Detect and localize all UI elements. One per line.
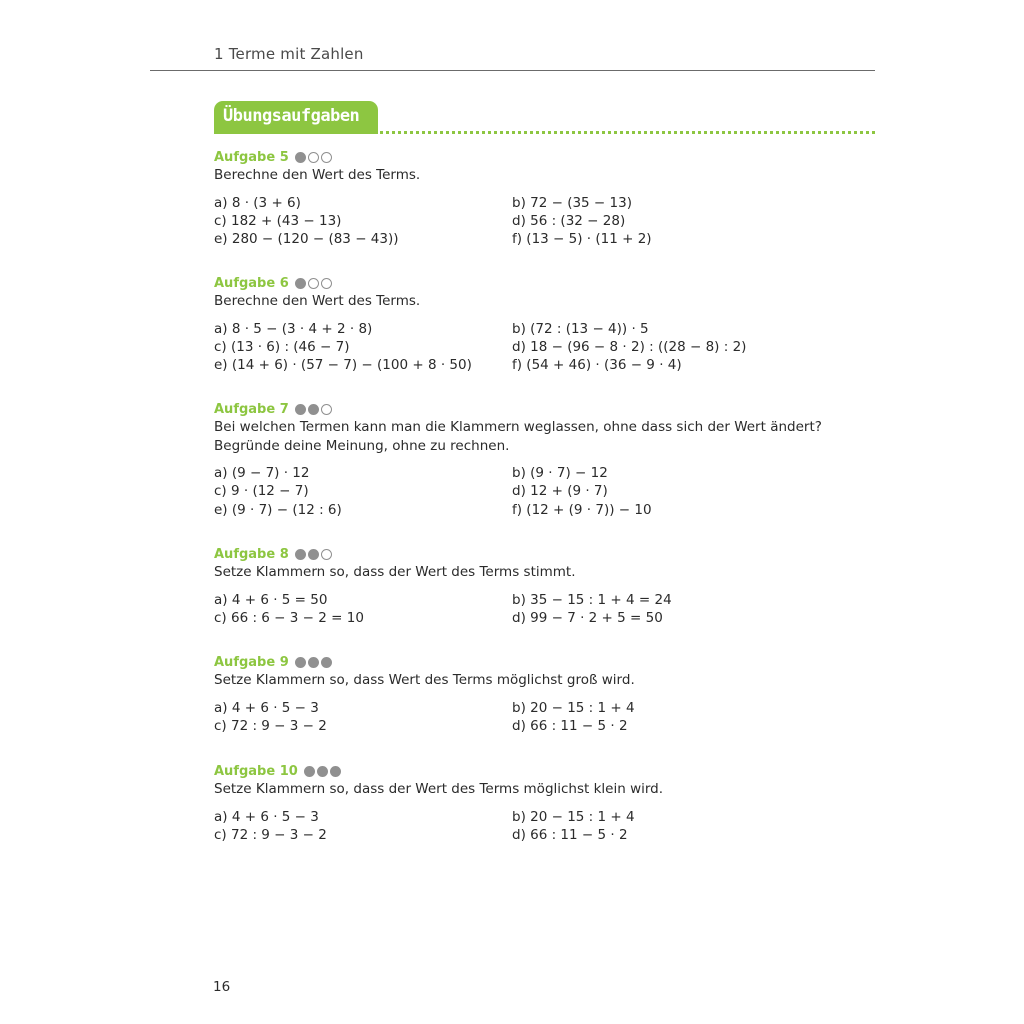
difficulty-dot-filled-icon bbox=[304, 766, 315, 777]
page-number: 16 bbox=[213, 979, 231, 995]
task-item: e) (9 · 7) − (12 : 6) bbox=[214, 501, 342, 518]
instruction-line: Setze Klammern so, dass Wert des Terms möglichst groß wird. bbox=[214, 672, 635, 688]
task-title: Aufgabe 10 bbox=[214, 763, 298, 779]
difficulty-rating bbox=[295, 657, 332, 668]
task-item: c) (13 · 6) : (46 − 7) bbox=[214, 338, 350, 355]
task-item: d) 99 − 7 · 2 + 5 = 50 bbox=[512, 609, 663, 626]
task-9 bbox=[214, 653, 874, 735]
task-item: d) 18 − (96 − 8 · 2) : ((28 − 8) : 2) bbox=[512, 338, 747, 355]
difficulty-dot-filled-icon bbox=[295, 278, 306, 289]
difficulty-rating bbox=[295, 404, 332, 415]
task-item: f) (54 + 46) · (36 − 9 · 4) bbox=[512, 357, 682, 374]
task-items bbox=[214, 699, 874, 736]
instruction-line: Bei welchen Termen kann man die Klammern weglassen, ohne dass sich der Wert ändert? bbox=[214, 419, 822, 435]
task-items bbox=[214, 320, 874, 375]
instruction-line: Begründe deine Meinung, ohne zu rechnen. bbox=[214, 437, 510, 454]
task-7 bbox=[214, 400, 874, 519]
instruction-line: Berechne den Wert des Terms. bbox=[214, 167, 421, 183]
task-item: e) 280 − (120 − (83 − 43)) bbox=[214, 231, 399, 248]
task-instruction bbox=[214, 780, 874, 799]
difficulty-dot-empty-icon bbox=[321, 404, 332, 415]
task-instruction bbox=[214, 563, 874, 582]
task-item: d) 66 : 11 − 5 · 2 bbox=[512, 826, 628, 843]
task-item: f) (13 − 5) · (11 + 2) bbox=[512, 231, 652, 248]
task-title: Aufgabe 7 bbox=[214, 401, 289, 417]
task-item: b) 20 − 15 : 1 + 4 bbox=[512, 699, 635, 716]
chapter-title: 1 Terme mit Zahlen bbox=[214, 45, 364, 63]
task-item: c) 72 : 9 − 3 − 2 bbox=[214, 826, 327, 843]
task-item: a) 8 · 5 − (3 · 4 + 2 · 8) bbox=[214, 320, 373, 337]
task-instruction bbox=[214, 166, 874, 185]
task-item: f) (12 + (9 · 7)) − 10 bbox=[512, 501, 652, 518]
task-10 bbox=[214, 762, 874, 844]
task-5 bbox=[214, 148, 874, 248]
instruction-line: Setze Klammern so, dass der Wert des Terms möglichst klein wird. bbox=[214, 781, 664, 797]
task-items bbox=[214, 808, 874, 845]
header-rule bbox=[150, 70, 875, 71]
task-title: Aufgabe 9 bbox=[214, 654, 289, 670]
difficulty-dot-filled-icon bbox=[295, 404, 306, 415]
difficulty-rating bbox=[295, 549, 332, 560]
difficulty-dot-filled-icon bbox=[295, 657, 306, 668]
difficulty-rating bbox=[295, 152, 332, 163]
task-item: a) 4 + 6 · 5 − 3 bbox=[214, 699, 319, 716]
task-item: d) 12 + (9 · 7) bbox=[512, 483, 608, 500]
difficulty-dot-filled-icon bbox=[330, 766, 341, 777]
task-item: c) 72 : 9 − 3 − 2 bbox=[214, 717, 327, 734]
task-items bbox=[214, 591, 874, 628]
task-item: b) (72 : (13 − 4)) · 5 bbox=[512, 320, 649, 337]
difficulty-dot-empty-icon bbox=[321, 278, 332, 289]
task-title: Aufgabe 8 bbox=[214, 546, 289, 562]
difficulty-dot-filled-icon bbox=[308, 549, 319, 560]
instruction-line: Berechne den Wert des Terms. bbox=[214, 293, 421, 309]
section-title: Übungsaufgaben bbox=[214, 101, 378, 134]
instruction-line: Setze Klammern so, dass der Wert des Terms stimmt. bbox=[214, 564, 576, 580]
task-instruction bbox=[214, 418, 874, 455]
task-item: c) 9 · (12 − 7) bbox=[214, 483, 309, 500]
task-item: c) 182 + (43 − 13) bbox=[214, 212, 342, 229]
task-6 bbox=[214, 274, 874, 374]
task-instruction bbox=[214, 671, 874, 690]
task-8 bbox=[214, 545, 874, 627]
difficulty-dot-empty-icon bbox=[308, 152, 319, 163]
task-item: d) 66 : 11 − 5 · 2 bbox=[512, 717, 628, 734]
task-item: e) (14 + 6) · (57 − 7) − (100 + 8 · 50) bbox=[214, 357, 472, 374]
task-item: a) 4 + 6 · 5 = 50 bbox=[214, 591, 328, 608]
task-item: d) 56 : (32 − 28) bbox=[512, 212, 626, 229]
difficulty-dot-filled-icon bbox=[308, 657, 319, 668]
section-dotted-rule bbox=[380, 131, 875, 134]
task-item: b) 72 − (35 − 13) bbox=[512, 194, 632, 211]
difficulty-dot-empty-icon bbox=[321, 152, 332, 163]
task-instruction bbox=[214, 292, 874, 311]
task-item: a) (9 − 7) · 12 bbox=[214, 465, 310, 481]
task-item: b) 35 − 15 : 1 + 4 = 24 bbox=[512, 591, 672, 608]
task-title: Aufgabe 5 bbox=[214, 149, 289, 165]
task-items bbox=[214, 464, 874, 519]
difficulty-rating bbox=[295, 278, 332, 289]
difficulty-dot-filled-icon bbox=[321, 657, 332, 668]
difficulty-rating bbox=[304, 766, 341, 777]
task-item: b) 20 − 15 : 1 + 4 bbox=[512, 808, 635, 825]
task-item: a) 4 + 6 · 5 − 3 bbox=[214, 808, 319, 825]
difficulty-dot-filled-icon bbox=[308, 404, 319, 415]
task-items bbox=[214, 194, 874, 249]
task-title: Aufgabe 6 bbox=[214, 275, 289, 291]
difficulty-dot-filled-icon bbox=[295, 152, 306, 163]
difficulty-dot-empty-icon bbox=[308, 278, 319, 289]
difficulty-dot-empty-icon bbox=[321, 549, 332, 560]
task-item: c) 66 : 6 − 3 − 2 = 10 bbox=[214, 609, 364, 626]
difficulty-dot-filled-icon bbox=[295, 549, 306, 560]
task-item: b) (9 · 7) − 12 bbox=[512, 465, 608, 481]
task-item: a) 8 · (3 + 6) bbox=[214, 194, 301, 211]
difficulty-dot-filled-icon bbox=[317, 766, 328, 777]
